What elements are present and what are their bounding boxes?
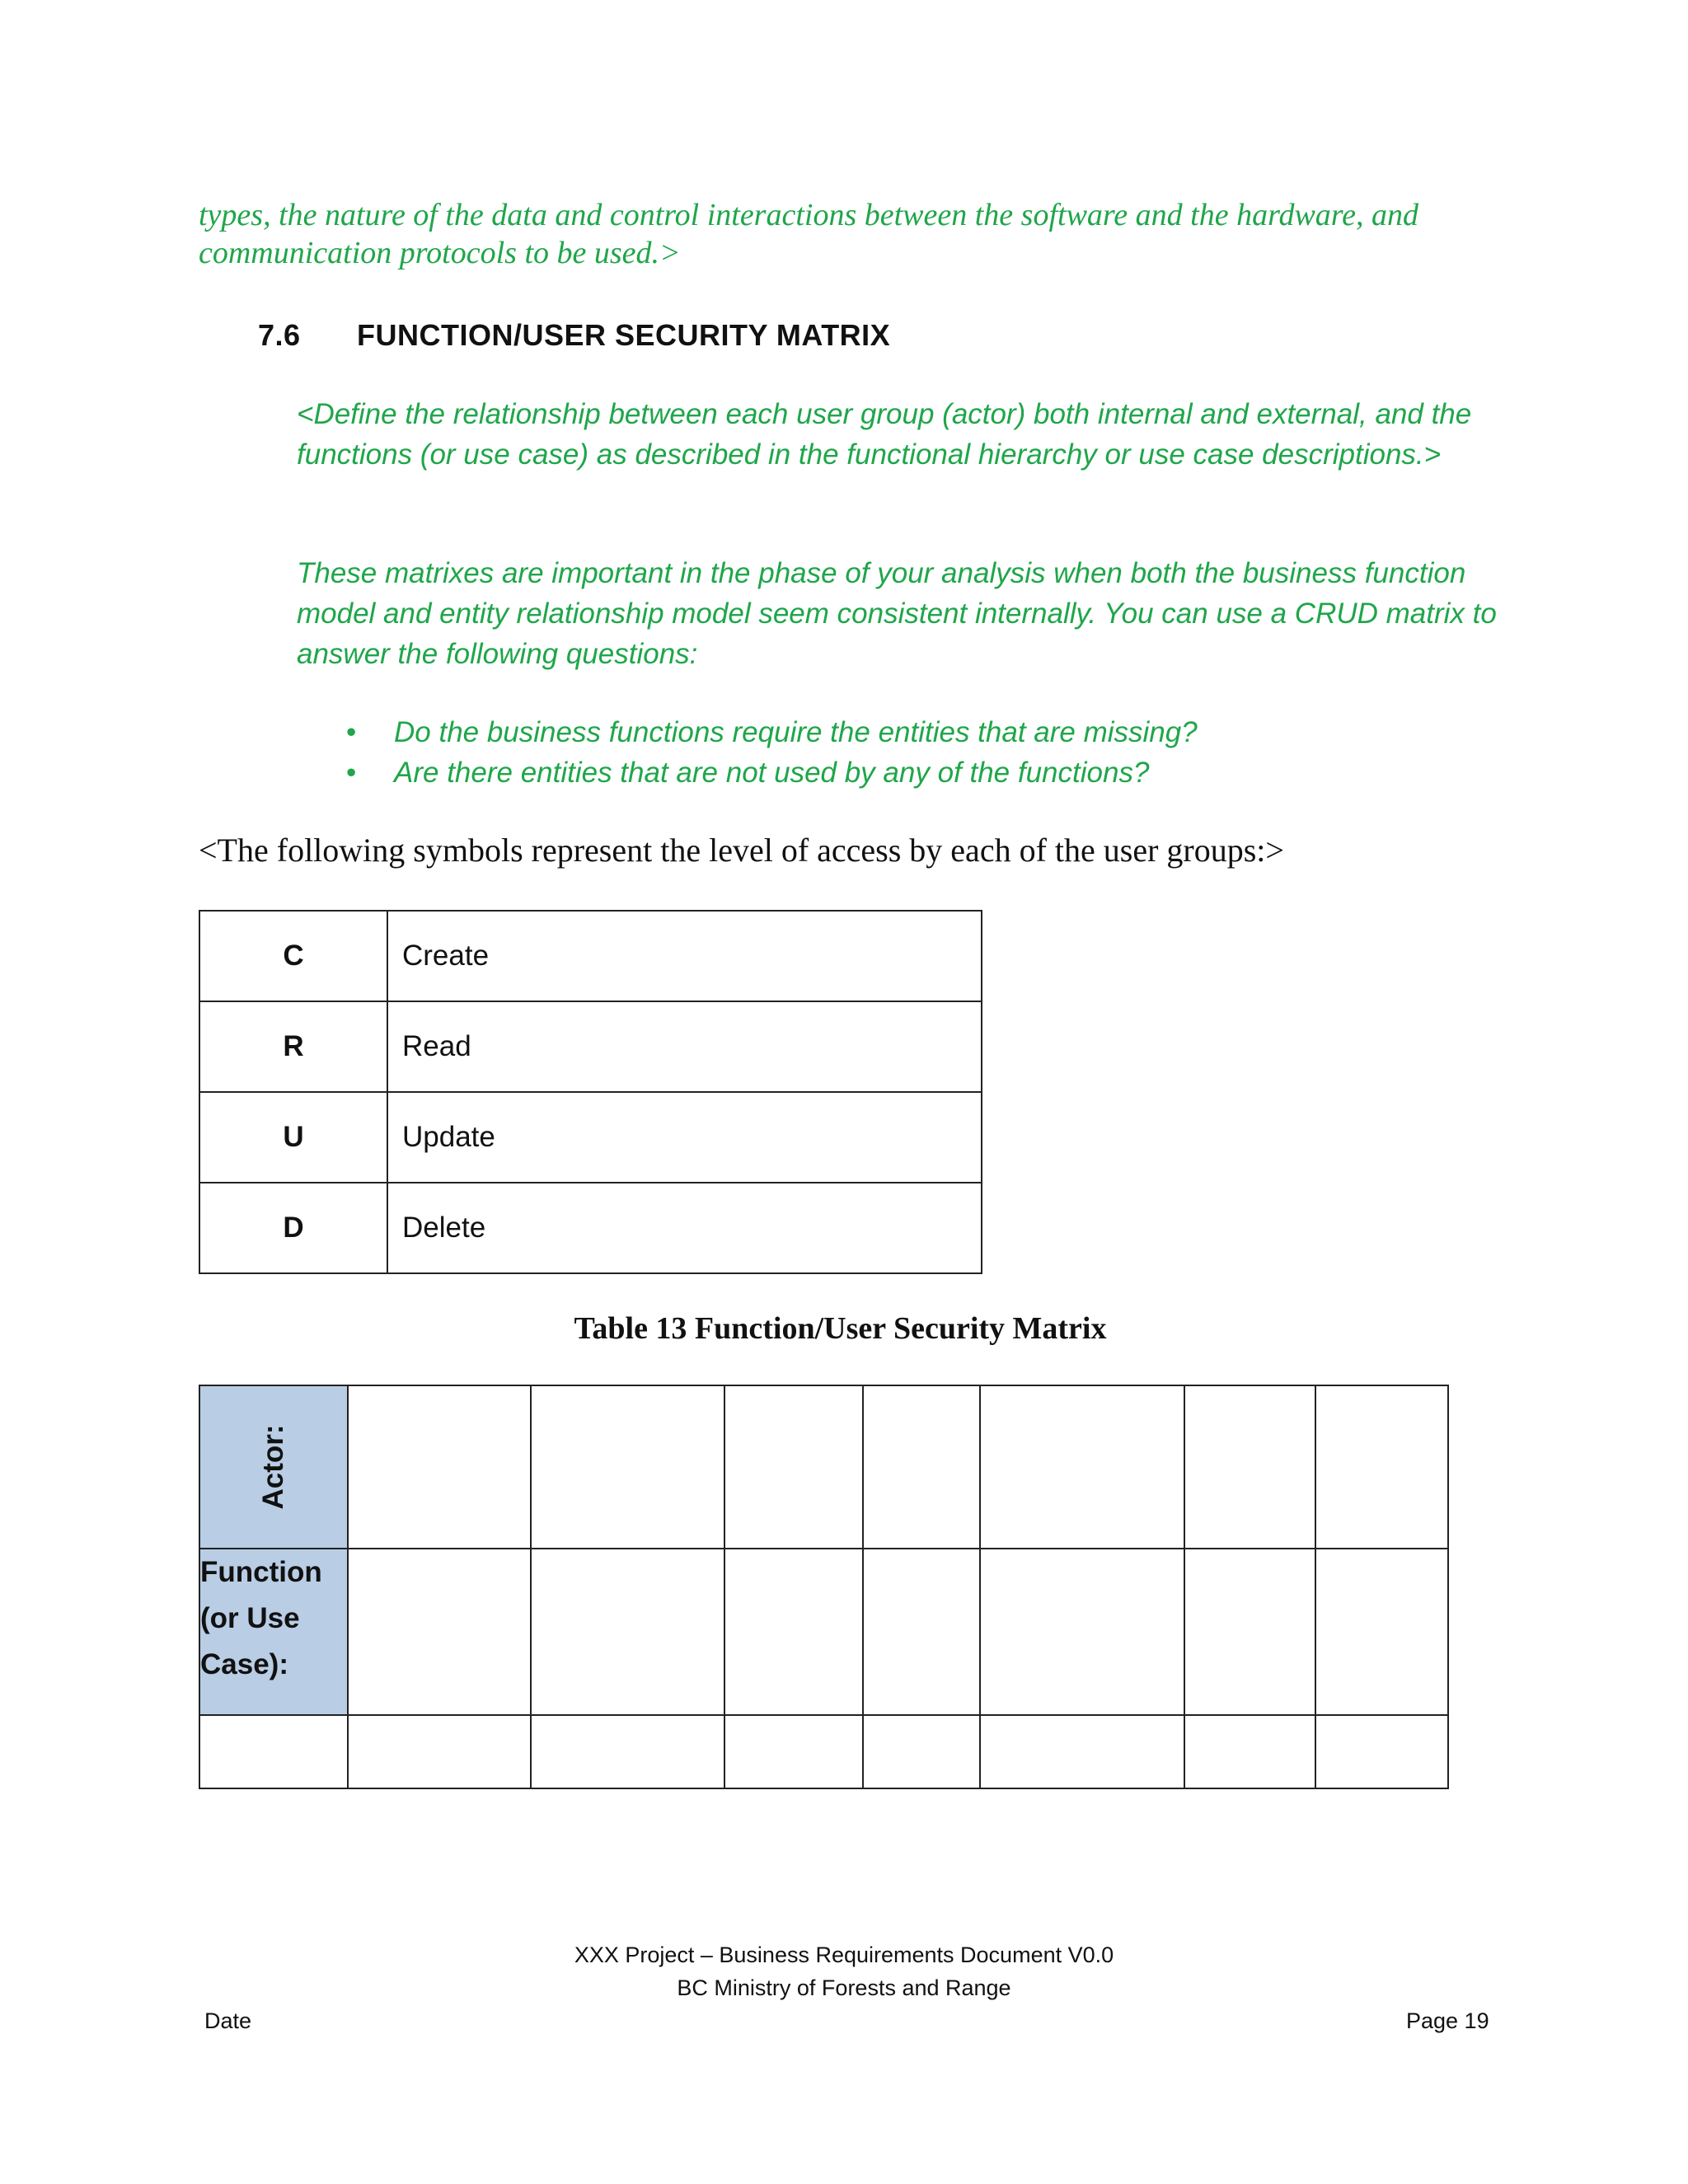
- intro-text: types, the nature of the data and control interactions between the software and the hardware, and communication protocols to be used.>: [199, 198, 1419, 270]
- list-item: [297, 712, 1500, 752]
- matrix-cell: [1315, 1385, 1448, 1549]
- crud-legend-table: [199, 910, 982, 1274]
- matrix-cell: [348, 1549, 531, 1715]
- table-row: [199, 1183, 982, 1273]
- table-row: [199, 1001, 982, 1092]
- crud-code: D: [199, 1183, 387, 1273]
- list-item: [297, 752, 1500, 793]
- matrix-cell: [724, 1549, 863, 1715]
- footer-date: Date: [204, 2008, 252, 2033]
- matrix-cell: [1315, 1715, 1448, 1788]
- table-row: [199, 1092, 982, 1183]
- instruction-paragraph-1: <Define the relationship between each user group (actor) both internal and external, and the functions (or use case) as described in the functional hierarchy or use case descriptions.>: [297, 398, 1472, 471]
- matrix-cell: [348, 1385, 531, 1549]
- list-item-text: Do the business functions require the entities that are missing?: [394, 716, 1198, 748]
- table-row: [199, 1549, 1448, 1715]
- symbols-intro-text: <The following symbols represent the level of access by each of the user groups:>: [199, 832, 1284, 869]
- matrix-cell: [1184, 1385, 1315, 1549]
- question-list: [297, 712, 1500, 793]
- matrix-cell: [199, 1715, 348, 1788]
- table-row: [199, 911, 982, 1001]
- crud-label: Create: [387, 911, 982, 1001]
- table-caption: Table 13 Function/User Security Matrix: [574, 1311, 1107, 1346]
- crud-code: C: [199, 911, 387, 1001]
- crud-label: Read: [387, 1001, 982, 1092]
- crud-label: Update: [387, 1092, 982, 1183]
- table-row: [199, 1385, 1448, 1549]
- actor-label: Actor:: [257, 1424, 289, 1510]
- section-title: FUNCTION/USER SECURITY MATRIX: [357, 318, 891, 352]
- footer-document-title: XXX Project – Business Requirements Document V0.0: [574, 1943, 1114, 1967]
- bullet-icon: •: [346, 757, 357, 789]
- crud-code: U: [199, 1092, 387, 1183]
- function-header-cell: Function (or Use Case):: [199, 1549, 348, 1715]
- actor-header-cell: [199, 1385, 348, 1549]
- matrix-cell: [1184, 1549, 1315, 1715]
- matrix-cell: [348, 1715, 531, 1788]
- footer-organization: BC Ministry of Forests and Range: [677, 1975, 1011, 2000]
- list-item-text: Are there entities that are not used by any of the functions?: [394, 757, 1150, 789]
- matrix-cell: [863, 1715, 980, 1788]
- matrix-cell: [724, 1385, 863, 1549]
- section-heading: [258, 318, 890, 353]
- crud-label: Delete: [387, 1183, 982, 1273]
- matrix-cell: [980, 1715, 1184, 1788]
- section-number: 7.6: [258, 318, 301, 352]
- matrix-cell: [1315, 1549, 1448, 1715]
- security-matrix-table: [199, 1385, 1449, 1789]
- matrix-cell: [980, 1385, 1184, 1549]
- matrix-cell: [531, 1549, 724, 1715]
- crud-code: R: [199, 1001, 387, 1092]
- footer-page-number: Page 19: [1406, 2008, 1489, 2033]
- bullet-icon: •: [346, 716, 357, 748]
- matrix-cell: [863, 1549, 980, 1715]
- matrix-cell: [863, 1385, 980, 1549]
- matrix-cell: [531, 1715, 724, 1788]
- matrix-cell: [531, 1385, 724, 1549]
- instruction-paragraph-2: These matrixes are important in the phase of your analysis when both the business function model and entity relationship model seem consistent internally. You can use a CRUD matrix to answer the following questions:: [297, 557, 1497, 670]
- table-row: [199, 1715, 1448, 1788]
- matrix-cell: [1184, 1715, 1315, 1788]
- matrix-cell: [980, 1549, 1184, 1715]
- matrix-cell: [724, 1715, 863, 1788]
